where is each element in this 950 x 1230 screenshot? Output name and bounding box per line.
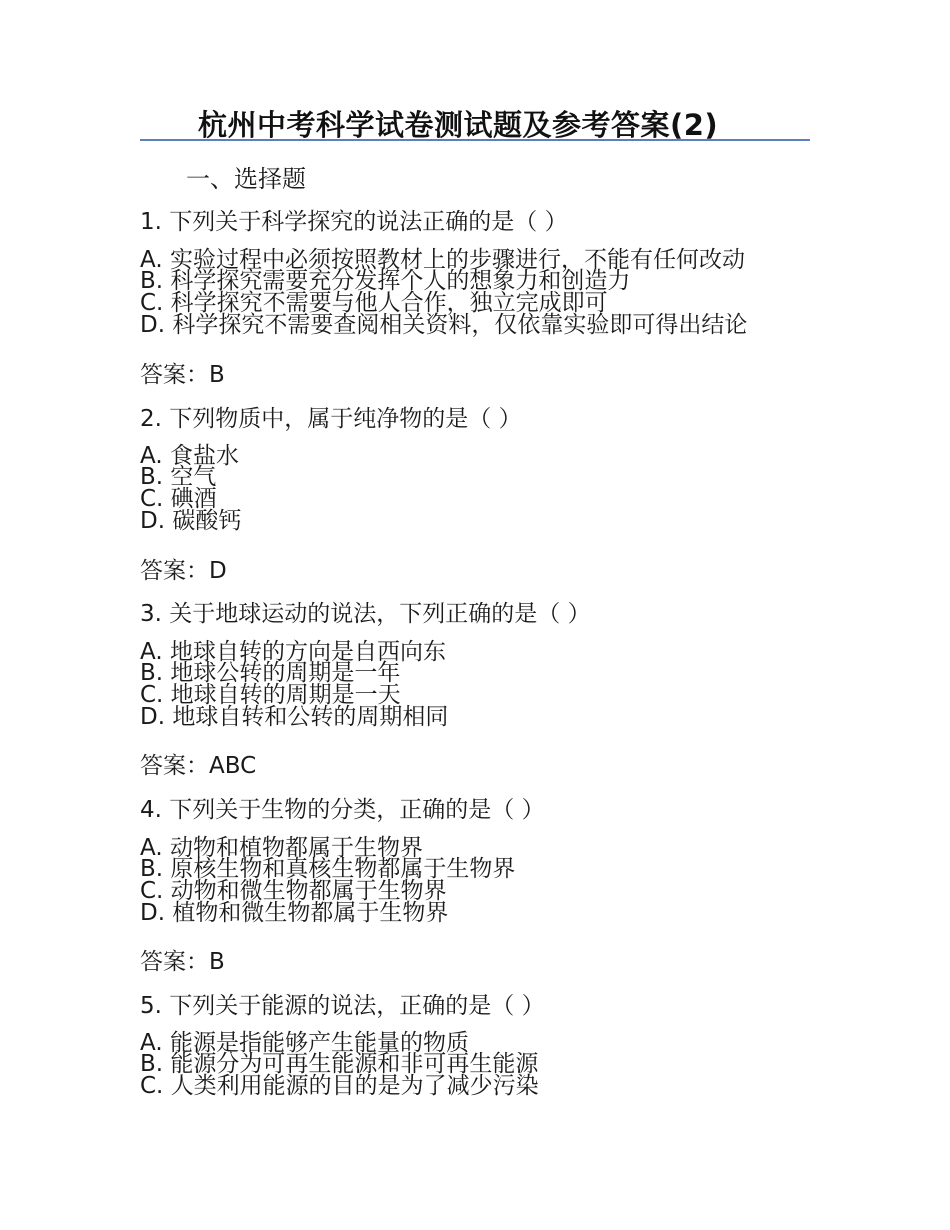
title-underline	[140, 139, 810, 141]
question-option: A. 实验过程中必须按照教材上的步骤进行，不能有任何改动	[140, 247, 745, 273]
question-option: B. 科学探究需要充分发挥个人的想象力和创造力	[140, 268, 631, 294]
question-option: B. 原核生物和真核生物都属于生物界	[140, 856, 516, 882]
question-option: D. 植物和微生物都属于生物界	[140, 900, 449, 926]
question-stem: 1. 下列关于科学探究的说法正确的是（ ）	[140, 209, 568, 235]
question-option: A. 动物和植物都属于生物界	[140, 835, 423, 861]
question-option: C. 科学探究不需要与他人合作，独立完成即可	[140, 290, 608, 316]
question-option: A. 能源是指能够产生能量的物质	[140, 1030, 469, 1056]
question-option: C. 碘酒	[140, 486, 217, 512]
question-option: A. 食盐水	[140, 443, 239, 469]
question-option: B. 能源分为可再生能源和非可再生能源	[140, 1051, 539, 1077]
question-stem: 4. 下列关于生物的分类，正确的是（ ）	[140, 797, 545, 823]
question-option: C. 地球自转的周期是一天	[140, 682, 401, 708]
question-stem: 3. 关于地球运动的说法，下列正确的是（ ）	[140, 601, 591, 627]
question-option: D. 科学探究不需要查阅相关资料，仅依靠实验即可得出结论	[140, 312, 748, 338]
question-option: C. 动物和微生物都属于生物界	[140, 878, 447, 904]
question-option: B. 空气	[140, 464, 217, 490]
question-option: D. 地球自转和公转的周期相同	[140, 704, 449, 730]
answer-line: 答案：B	[140, 362, 225, 388]
answer-line: 答案：B	[140, 949, 225, 975]
question-option: C. 人类利用能源的目的是为了减少污染	[140, 1073, 539, 1099]
answer-line: 答案：ABC	[140, 753, 257, 779]
question-stem: 5. 下列关于能源的说法，正确的是（ ）	[140, 993, 545, 1019]
answer-line: 答案：D	[140, 558, 227, 584]
question-option: D. 碳酸钙	[140, 508, 242, 534]
section-heading: 一、选择题	[186, 165, 306, 193]
page-title: 杭州中考科学试卷测试题及参考答案(2)	[198, 108, 719, 142]
question-option: B. 地球公转的周期是一年	[140, 660, 401, 686]
question-stem: 2. 下列物质中，属于纯净物的是（ ）	[140, 406, 522, 432]
question-option: A. 地球自转的方向是自西向东	[140, 639, 446, 665]
